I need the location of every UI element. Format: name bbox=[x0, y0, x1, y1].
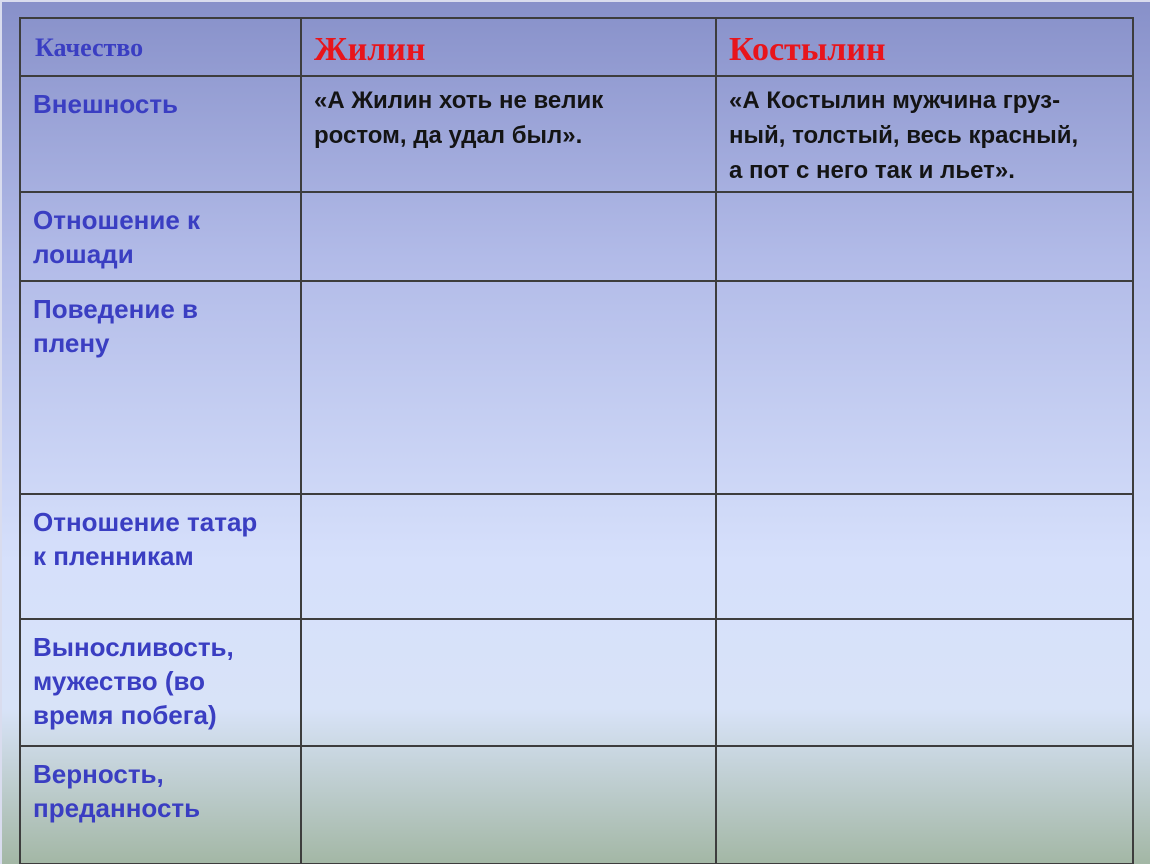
kostylin-cell[interactable] bbox=[716, 746, 1133, 864]
kostylin-quote bbox=[717, 77, 1132, 188]
header-kostylin-label: Костылин bbox=[729, 31, 886, 68]
header-row bbox=[20, 18, 1133, 76]
quality-cell bbox=[20, 76, 301, 192]
quote-line: а пот с него так и льет». bbox=[729, 157, 1015, 184]
zhilin-quote bbox=[302, 77, 715, 153]
quality-line: преданность bbox=[33, 793, 201, 823]
quality-line: лошади bbox=[33, 239, 134, 269]
quote-line: ный, толстый, весь красный, bbox=[729, 122, 1079, 149]
quality-line: Поведение в bbox=[33, 294, 198, 324]
zhilin-cell[interactable] bbox=[301, 494, 716, 619]
kostylin-cell[interactable] bbox=[716, 192, 1133, 281]
table-row bbox=[20, 746, 1133, 864]
quality-cell bbox=[20, 494, 301, 619]
comparison-table bbox=[19, 17, 1134, 864]
quote-line: «А Жилин хоть не велик bbox=[314, 87, 604, 114]
kostylin-cell bbox=[716, 76, 1133, 192]
quality-label bbox=[21, 747, 300, 825]
quality-label bbox=[21, 193, 300, 271]
quality-line: к пленникам bbox=[33, 541, 194, 571]
table-row bbox=[20, 76, 1133, 192]
header-cell-quality bbox=[20, 18, 301, 76]
quality-cell bbox=[20, 192, 301, 281]
quality-cell bbox=[20, 746, 301, 864]
zhilin-cell[interactable] bbox=[301, 281, 716, 494]
zhilin-cell[interactable] bbox=[301, 192, 716, 281]
quality-line: Отношение татар bbox=[33, 507, 258, 537]
quality-cell bbox=[20, 619, 301, 746]
table-row bbox=[20, 281, 1133, 494]
quality-label bbox=[21, 495, 300, 573]
quote-line: ростом, да удал был». bbox=[314, 122, 583, 149]
quality-line: мужество (во bbox=[33, 666, 205, 696]
zhilin-cell[interactable] bbox=[301, 746, 716, 864]
kostylin-cell[interactable] bbox=[716, 619, 1133, 746]
quality-line: Верность, bbox=[33, 759, 164, 789]
table-row bbox=[20, 619, 1133, 746]
zhilin-cell[interactable] bbox=[301, 619, 716, 746]
quality-line: Выносливость, bbox=[33, 632, 234, 662]
header-zhilin-label: Жилин bbox=[314, 31, 426, 68]
header-cell-zhilin bbox=[301, 18, 716, 76]
quality-label bbox=[21, 77, 300, 121]
kostylin-cell[interactable] bbox=[716, 281, 1133, 494]
table-row bbox=[20, 494, 1133, 619]
quality-label bbox=[21, 620, 300, 732]
quality-label bbox=[21, 282, 300, 360]
quality-line: Внешность bbox=[33, 89, 179, 119]
zhilin-cell bbox=[301, 76, 716, 192]
table-row bbox=[20, 192, 1133, 281]
quality-line: время побега) bbox=[33, 700, 217, 730]
quote-line: «А Костылин мужчина груз- bbox=[729, 87, 1061, 114]
kostylin-cell[interactable] bbox=[716, 494, 1133, 619]
quality-line: Отношение к bbox=[33, 205, 201, 235]
quality-cell bbox=[20, 281, 301, 494]
header-quality-label: Качество bbox=[35, 33, 144, 62]
quality-line: плену bbox=[33, 328, 110, 358]
header-cell-kostylin bbox=[716, 18, 1133, 76]
